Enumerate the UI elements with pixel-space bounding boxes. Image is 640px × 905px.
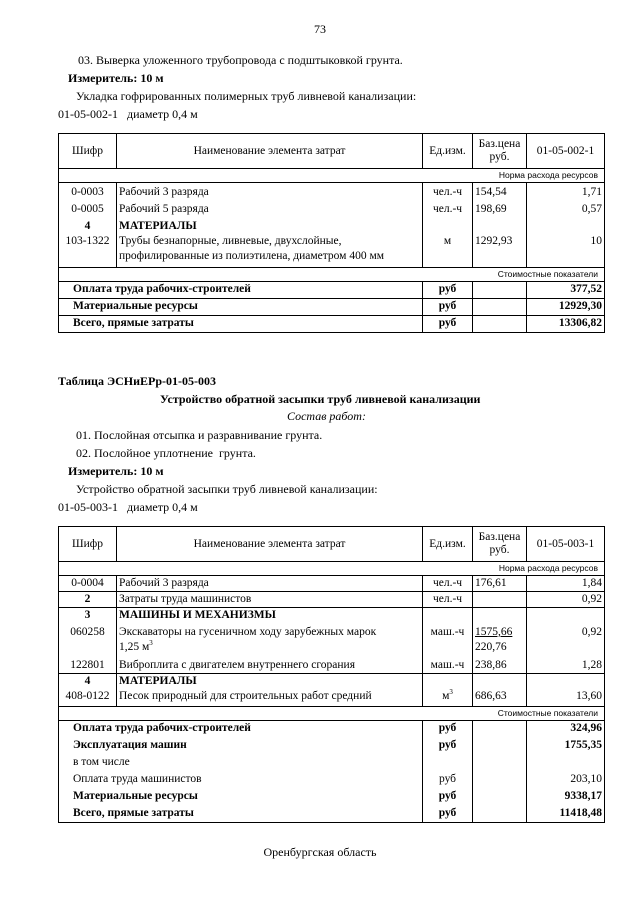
resource-table-2 xyxy=(58,526,605,823)
row-name: Рабочий 3 разряда xyxy=(117,183,423,201)
row-value: 10 xyxy=(527,234,605,268)
total-name: Эксплуатация машин xyxy=(59,738,423,755)
measure-unit: Измеритель: 10 м xyxy=(68,71,164,85)
section-cost-label: Стоимостные показатели xyxy=(59,268,605,282)
header-norm: 01-05-002-1 xyxy=(527,134,605,169)
row-code: 408-0122 xyxy=(59,689,117,707)
row-unit: чел.-ч xyxy=(423,183,473,201)
row-value: 0,92 xyxy=(527,623,605,655)
section-row xyxy=(59,707,605,721)
total-value: 203,10 xyxy=(527,772,605,789)
table-row xyxy=(59,592,605,608)
code-line: 01-05-002-1 диаметр 0,4 м xyxy=(58,107,198,121)
total-unit: руб xyxy=(423,316,473,333)
total-name: Всего, прямые затраты xyxy=(59,806,423,823)
total-unit: руб xyxy=(423,721,473,738)
row-value: 1,84 xyxy=(527,576,605,592)
row-code: 4 xyxy=(59,217,117,234)
total-name: в том числе xyxy=(59,755,423,772)
total-row xyxy=(59,721,605,738)
total-name: Оплата труда машинистов xyxy=(59,772,423,789)
total-name: Всего, прямые затраты xyxy=(59,316,423,333)
page-number: 73 xyxy=(314,22,326,36)
row-unit: маш.-ч xyxy=(423,623,473,655)
total-value: 1755,35 xyxy=(527,738,605,755)
header-price: Баз.цена руб. xyxy=(473,527,527,562)
total-name: Оплата труда рабочих-строителей xyxy=(59,721,423,738)
total-value: 13306,82 xyxy=(527,316,605,333)
row-price: 198,69 xyxy=(473,200,527,217)
table-row xyxy=(59,623,605,655)
row-value: 1,28 xyxy=(527,655,605,674)
total-value: 377,52 xyxy=(527,282,605,299)
table-row xyxy=(59,576,605,592)
section-norm-label: Норма расхода ресурсов xyxy=(59,562,605,576)
table-row xyxy=(59,200,605,217)
table-row xyxy=(59,183,605,201)
row-name: Песок природный для строительных работ средний xyxy=(117,689,423,707)
header-norm: 01-05-003-1 xyxy=(527,527,605,562)
row-name: МАТЕРИАЛЫ xyxy=(117,217,423,234)
section-cost-label: Стоимостные показатели xyxy=(59,707,605,721)
row-code: 0-0005 xyxy=(59,200,117,217)
row-unit: чел.-ч xyxy=(423,592,473,608)
total-name: Материальные ресурсы xyxy=(59,789,423,806)
row-value: 0,92 xyxy=(527,592,605,608)
total-value: 11418,48 xyxy=(527,806,605,823)
row-code: 2 xyxy=(59,592,117,608)
code-line: 01-05-003-1 диаметр 0,4 м xyxy=(58,500,198,514)
row-price: 176,61 xyxy=(473,576,527,592)
row-name: МАТЕРИАЛЫ xyxy=(117,674,423,690)
header-unit: Ед.изм. xyxy=(423,527,473,562)
header-unit: Ед.изм. xyxy=(423,134,473,169)
row-unit: чел.-ч xyxy=(423,576,473,592)
table-row xyxy=(59,217,605,234)
total-row xyxy=(59,738,605,755)
row-code: 103-1322 xyxy=(59,234,117,268)
row-unit: м xyxy=(423,234,473,268)
total-row xyxy=(59,755,605,772)
row-code: 0-0004 xyxy=(59,576,117,592)
total-unit: руб xyxy=(423,806,473,823)
section-norm-label: Норма расхода ресурсов xyxy=(59,169,605,183)
row-price: 1292,93 xyxy=(473,234,527,268)
row-price: 238,86 xyxy=(473,655,527,674)
total-value: 9338,17 xyxy=(527,789,605,806)
page-footer: Оренбургская область xyxy=(263,845,377,859)
row-value: 1,71 xyxy=(527,183,605,201)
total-row xyxy=(59,772,605,789)
work-step-2: 02. Послойное уплотнение грунта. xyxy=(76,446,256,460)
total-row xyxy=(59,806,605,823)
row-name: Затраты труда машинистов xyxy=(117,592,423,608)
section-subtitle: Состав работ: xyxy=(287,409,366,423)
header-name: Наименование элемента затрат xyxy=(117,134,423,169)
row-name: Виброплита с двигателем внутреннего сгорания xyxy=(117,655,423,674)
work-step-1: 01. Послойная отсыпка и разравнивание грунта. xyxy=(76,428,323,442)
table-header xyxy=(59,527,605,562)
row-code: 122801 xyxy=(59,655,117,674)
row-name: Рабочий 5 разряда xyxy=(117,200,423,217)
table-row xyxy=(59,234,605,268)
section-row xyxy=(59,268,605,282)
resource-table-1 xyxy=(58,133,605,333)
total-name: Материальные ресурсы xyxy=(59,299,423,316)
table-row xyxy=(59,608,605,624)
table-row xyxy=(59,655,605,674)
total-row xyxy=(59,789,605,806)
row-value: 13,60 xyxy=(527,689,605,707)
section-row xyxy=(59,562,605,576)
total-row xyxy=(59,316,605,333)
table-row xyxy=(59,689,605,707)
row-unit: чел.-ч xyxy=(423,200,473,217)
work-description: Укладка гофрированных полимерных труб ливневой канализации: xyxy=(76,89,417,103)
header-price: Баз.цена руб. xyxy=(473,134,527,169)
total-unit: руб xyxy=(423,282,473,299)
header-code: Шифр xyxy=(59,134,117,169)
section-row xyxy=(59,169,605,183)
row-unit: $м^3$ xyxy=(423,689,473,707)
row-name: Рабочий 3 разряда xyxy=(117,576,423,592)
row-name: Экскаваторы на гусеничном ходу зарубежных марок 1,25 $м^3$ xyxy=(117,623,423,655)
work-item-text: 03. Выверка уложенного трубопровода с подштыковкой грунта. xyxy=(78,53,403,67)
row-code: 3 xyxy=(59,608,117,624)
total-name: Оплата труда рабочих-строителей xyxy=(59,282,423,299)
total-row xyxy=(59,282,605,299)
row-name: Трубы безнапорные, ливневые, двухслойные, профилированные из полиэтилена, диаметром 400 мм xyxy=(117,234,423,268)
row-code: 060258 xyxy=(59,623,117,655)
table-header xyxy=(59,134,605,169)
row-name: МАШИНЫ И МЕХАНИЗМЫ xyxy=(117,608,423,624)
row-value: 0,57 xyxy=(527,200,605,217)
measure-unit: Измеритель: 10 м xyxy=(68,464,164,478)
total-row xyxy=(59,299,605,316)
row-code: 4 xyxy=(59,674,117,690)
row-price: 1575,66 220,76 xyxy=(473,623,527,655)
table-label: Таблица ЭСНиЕРр-01-05-003 xyxy=(58,374,217,388)
total-value: 324,96 xyxy=(527,721,605,738)
row-code: 0-0003 xyxy=(59,183,117,201)
total-unit: руб xyxy=(423,299,473,316)
header-name: Наименование элемента затрат xyxy=(117,527,423,562)
total-value: 12929,30 xyxy=(527,299,605,316)
section-title: Устройство обратной засыпки труб ливневой канализации xyxy=(160,392,481,406)
row-price: 686,63 xyxy=(473,689,527,707)
row-unit: маш.-ч xyxy=(423,655,473,674)
header-code: Шифр xyxy=(59,527,117,562)
work-description: Устройство обратной засыпки труб ливневой канализации: xyxy=(76,482,378,496)
total-unit: руб xyxy=(423,738,473,755)
table-row xyxy=(59,674,605,690)
total-unit: руб xyxy=(423,772,473,789)
row-price: 154,54 xyxy=(473,183,527,201)
total-unit: руб xyxy=(423,789,473,806)
